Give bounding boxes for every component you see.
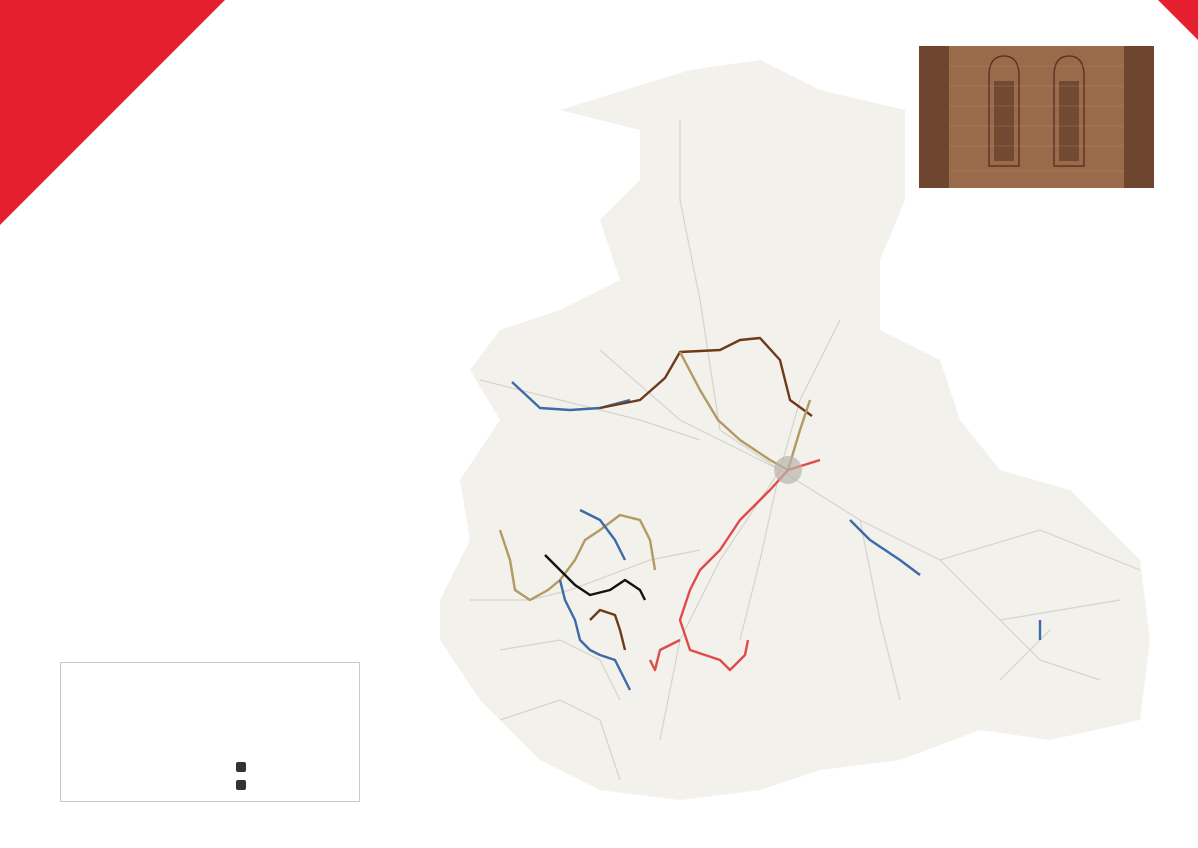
zaragoza-area — [774, 456, 802, 484]
province-shape — [440, 60, 1150, 800]
